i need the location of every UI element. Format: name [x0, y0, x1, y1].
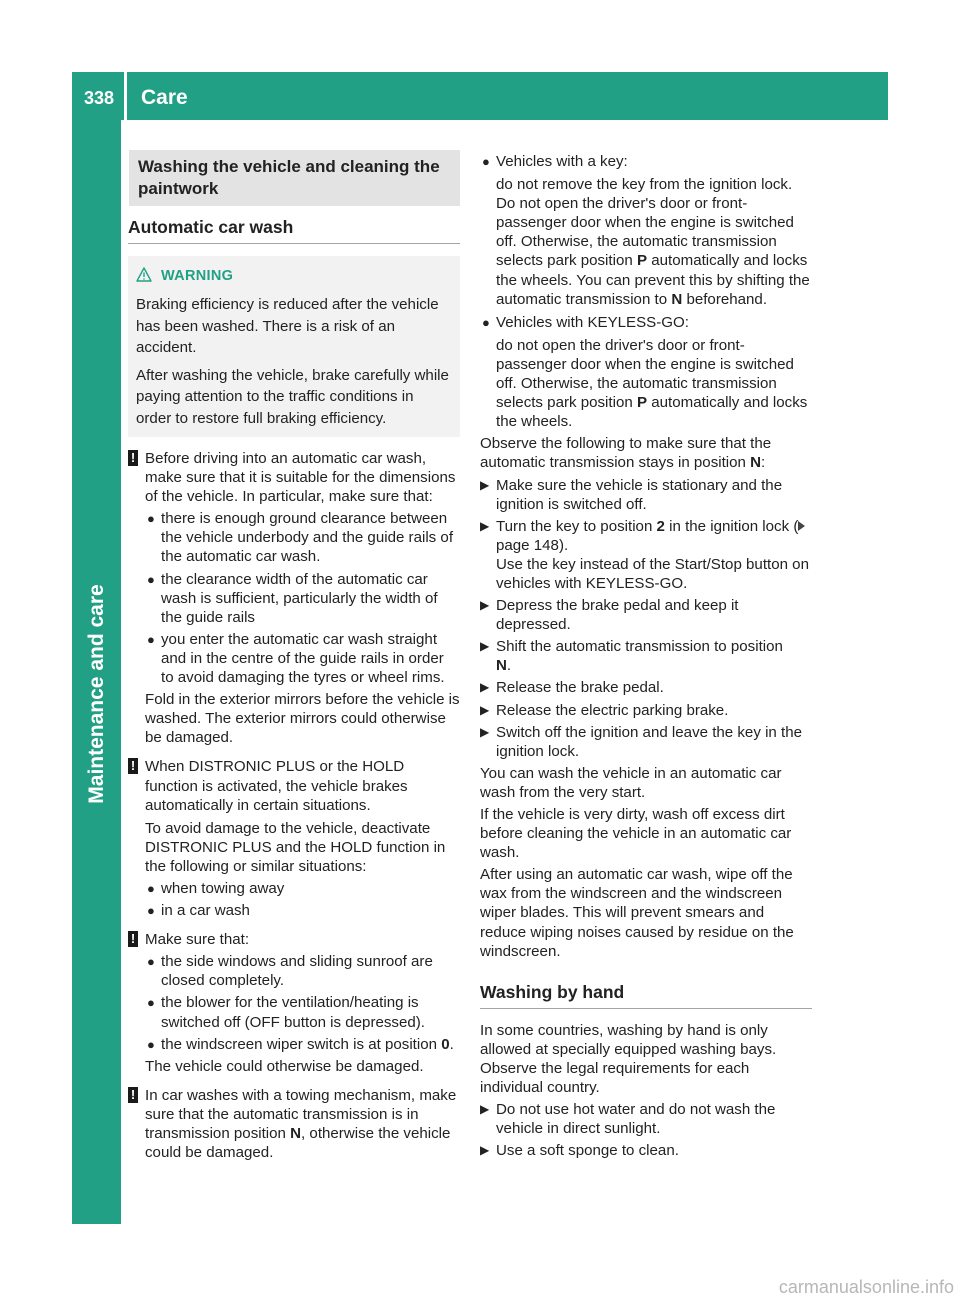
- exclamation-icon: !: [128, 931, 138, 947]
- paragraph: After using an automatic car wash, wipe off the wax from the windscreen and the windscreen wiper blades. This will prevent smears and reduce wiping noises caused by residue on the windscreen.: [480, 866, 794, 960]
- list-item: [145, 1035, 460, 1054]
- warning-box: [128, 256, 460, 437]
- text-part: do not open the driver's door or front-passenger door when the engine is switched off. Otherwise, the automatic transmission selects park position: [496, 336, 794, 412]
- paragraph: If the vehicle is very dirty, wash off excess dirt before cleaning the vehicle in an automatic car wash.: [480, 806, 792, 862]
- list-item-text: you enter the automatic car wash straight and in the centre of the guide rails in order to avoid damaging the tyres or wheel rims.: [161, 630, 445, 687]
- step-arrow-icon: ▶: [480, 639, 490, 654]
- step-text: Switch off the ignition and leave the key in the ignition lock.: [496, 723, 802, 760]
- note-text: Before driving into an automatic car wash, make sure that it is suitable for the dimensions of the vehicle. In particular, make sure that:: [145, 450, 456, 506]
- warning-label: WARNING: [161, 268, 234, 284]
- list-item: [480, 152, 812, 309]
- step-item: [480, 596, 812, 634]
- list-item-text: when towing away: [161, 879, 285, 897]
- step-item: ▶ Shift the automatic transmission to position N.: [480, 638, 783, 675]
- position-value: 0: [441, 1035, 450, 1053]
- position-value: N: [671, 290, 683, 308]
- warning-header: [136, 266, 452, 286]
- paragraph: [480, 434, 812, 472]
- step-arrow-icon: ▶: [480, 518, 490, 533]
- position-value: N: [750, 454, 762, 472]
- list-item-text: [496, 336, 812, 431]
- text-part: automatically and locks the wheels. You can prevent this by shifting the automatic transmission to: [496, 252, 810, 308]
- section-heading: Washing the vehicle and cleaning the paintwork: [129, 150, 460, 206]
- punctuation: .: [449, 1035, 454, 1053]
- header-bar: [72, 72, 888, 120]
- note-block: [128, 930, 460, 1076]
- bullet-icon: ●: [147, 995, 155, 1011]
- position-value: P: [636, 394, 648, 412]
- list-item: [145, 630, 460, 687]
- sub-heading-automatic-car-wash: Automatic car wash: [128, 216, 460, 244]
- paragraph: You can wash the vehicle in an automatic car wash from the very start.: [480, 764, 782, 801]
- side-tab-label: Maintenance and care: [85, 584, 108, 804]
- step-text: in the ignition lock: [669, 517, 790, 535]
- list-item: [145, 901, 460, 920]
- step-arrow-icon: ▶: [480, 702, 490, 717]
- list-item: [480, 313, 812, 432]
- list-item-text: the blower for the ventilation/heating is switched off (OFF button is depressed).: [161, 994, 425, 1031]
- bullet-icon: ●: [147, 954, 155, 970]
- list-item-text: [496, 175, 812, 309]
- step-item: [480, 723, 812, 761]
- note-text: [145, 1086, 460, 1162]
- note-block: [128, 449, 460, 747]
- step-text: Release the electric parking brake.: [496, 701, 729, 719]
- list-item-title: Vehicles with a key:: [496, 153, 628, 170]
- text-part: automatically and locks the wheels.: [496, 394, 808, 431]
- step-text: Do not use hot water and do not wash the vehicle in direct sunlight.: [496, 1101, 776, 1138]
- text-part: beforehand.: [686, 290, 768, 308]
- step-text: Shift the automatic transmission to position: [496, 638, 783, 656]
- list-item: [145, 570, 460, 627]
- note-text-part: In car washes with a towing mechanism, make sure that the automatic transmission is in transmission position: [145, 1086, 457, 1142]
- chapter-title: Care: [141, 86, 188, 109]
- xref[interactable]: (page 148).: [496, 518, 807, 554]
- note-block: [128, 1086, 460, 1162]
- step-arrow-icon: ▶: [480, 1102, 490, 1117]
- step-arrow-icon: ▶: [480, 680, 490, 695]
- paragraph: In some countries, washing by hand is only allowed at specially equipped washing bays. Observe the legal requirements for each individual country.: [480, 1021, 777, 1097]
- step-item: [480, 476, 812, 514]
- note-text-part: , otherwise the vehicle could be damaged.: [145, 1125, 451, 1162]
- text-part: Observe the following to make sure that the automatic transmission stays in position: [480, 435, 772, 472]
- list-item: [145, 879, 460, 898]
- bullet-icon: ●: [482, 314, 490, 330]
- note-block: [128, 757, 460, 920]
- note-text: To avoid damage to the vehicle, deactivate DISTRONIC PLUS and the HOLD function in the following or similar situations:: [145, 819, 446, 875]
- watermark: carmanualsonline.info: [778, 1277, 954, 1297]
- step-arrow-icon: ▶: [480, 598, 490, 613]
- step-item: [480, 678, 812, 697]
- step-item: [480, 517, 812, 593]
- page-ref-link[interactable]: page 148).: [496, 536, 569, 554]
- note-text: The vehicle could otherwise be damaged.: [145, 1057, 424, 1075]
- step-arrow-icon: ▶: [480, 1143, 490, 1158]
- page-number: 338: [84, 88, 115, 108]
- bullet-icon: ●: [147, 631, 155, 647]
- sub-heading-washing-by-hand: Washing by hand: [480, 981, 812, 1009]
- exclamation-icon: !: [128, 758, 138, 774]
- list-item-text: there is enough ground clearance between the vehicle underbody and the guide rails of the automatic car wash.: [161, 510, 454, 566]
- bullet-icon: ●: [147, 880, 155, 896]
- bullet-icon: ●: [147, 903, 155, 919]
- bullet-icon: ●: [147, 571, 155, 587]
- list-item: [145, 993, 460, 1031]
- exclamation-icon: !: [128, 1087, 138, 1103]
- warning-text: After washing the vehicle, brake carefully while paying attention to the traffic conditions in order to restore full braking efficiency.: [136, 366, 449, 427]
- right-column: [480, 152, 812, 1160]
- list-item-text: the clearance width of the automatic car wash is sufficient, particularly the width of the guide rails: [161, 570, 438, 626]
- step-text: Use the key instead of the Start/Stop button on vehicles with KEYLESS-GO.: [496, 555, 809, 592]
- step-item: [480, 1100, 812, 1138]
- warning-text: Braking efficiency is reduced after the vehicle has been washed. There is a risk of an accident.: [136, 296, 439, 356]
- list-item-text: the windscreen wiper switch is at position: [161, 1035, 438, 1053]
- step-text: Turn the key to position: [496, 517, 653, 535]
- list-item-title: Vehicles with KEYLESS-GO:: [496, 313, 689, 331]
- step-text: Depress the brake pedal and keep it depressed.: [496, 597, 739, 634]
- note-text: When DISTRONIC PLUS or the HOLD function is activated, the vehicle brakes automatically in certain situations.: [145, 758, 408, 814]
- text-part: do not remove the key from the ignition lock. Do not open the driver's door or front-passenger door when the engine is switched off. Otherwise, the automatic transmission selects park position: [496, 176, 794, 270]
- left-column: [128, 150, 460, 1162]
- step-arrow-icon: ▶: [480, 477, 490, 492]
- step-text: Use a soft sponge to clean.: [496, 1142, 679, 1160]
- list-item-text: in a car wash: [161, 902, 250, 920]
- exclamation-icon: !: [128, 450, 138, 466]
- warning-triangle-icon: [136, 267, 152, 282]
- list-item: [145, 509, 460, 566]
- step-item: [480, 701, 812, 720]
- page-ref-arrow-icon: [798, 521, 805, 531]
- position-value: N: [290, 1125, 302, 1142]
- text-part: :: [761, 454, 766, 472]
- position-value: P: [636, 252, 648, 270]
- step-item: [480, 1141, 812, 1160]
- step-text: Release the brake pedal.: [496, 679, 664, 697]
- bullet-icon: ●: [482, 154, 490, 169]
- bullet-icon: ●: [147, 511, 155, 527]
- note-text: Fold in the exterior mirrors before the vehicle is washed. The exterior mirrors could otherwise be damaged.: [145, 691, 460, 747]
- position-value: N: [496, 657, 507, 675]
- position-value: 2: [656, 517, 665, 535]
- bullet-icon: ●: [147, 1036, 155, 1052]
- header-divider: [124, 72, 127, 120]
- note-text: Make sure that:: [145, 931, 250, 949]
- step-arrow-icon: ▶: [480, 724, 490, 739]
- list-item-text: the side windows and sliding sunroof are closed completely.: [161, 953, 433, 990]
- step-text: Make sure the vehicle is stationary and the ignition is switched off.: [496, 476, 783, 513]
- list-item: [145, 952, 460, 990]
